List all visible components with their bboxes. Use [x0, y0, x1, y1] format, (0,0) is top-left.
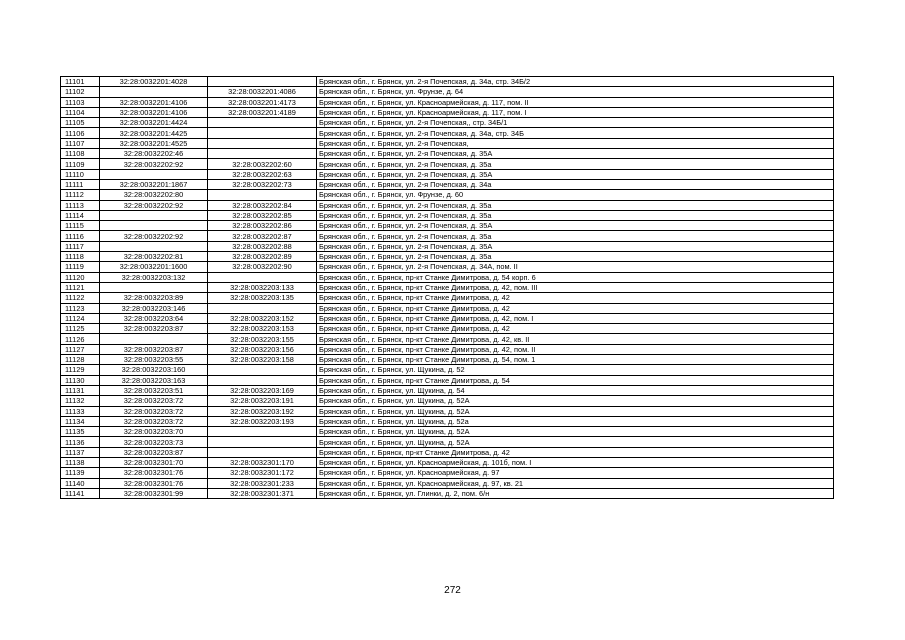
address-cell: Брянская обл., г. Брянск, ул. 2-я Почепская, д. 34а: [317, 179, 834, 189]
row-number-cell: 11104: [61, 107, 100, 117]
parent-cadastral-number-cell: 32:28:0032201:4106: [100, 107, 208, 117]
parent-cadastral-number-cell: 32:28:0032201:4525: [100, 138, 208, 148]
parent-cadastral-number-cell: 32:28:0032301:76: [100, 478, 208, 488]
row-number-cell: 11118: [61, 252, 100, 262]
row-number-cell: 11139: [61, 468, 100, 478]
address-cell: Брянская обл., г. Брянск, ул. 2-я Почепская, д. 35а: [317, 210, 834, 220]
address-cell: Брянская обл., г. Брянск, ул. Щукина, д. 52А: [317, 427, 834, 437]
cadastral-number-cell: 32:28:0032203:133: [208, 282, 317, 292]
table-row: [61, 169, 834, 179]
table-row: [61, 107, 834, 117]
table-row: [61, 355, 834, 365]
cadastral-number-cell: 32:28:0032203:155: [208, 334, 317, 344]
parent-cadastral-number-cell: 32:28:0032203:89: [100, 293, 208, 303]
parent-cadastral-number-cell: 32:28:0032202:46: [100, 149, 208, 159]
parent-cadastral-number-cell: 32:28:0032202:92: [100, 159, 208, 169]
parent-cadastral-number-cell: 32:28:0032201:4424: [100, 118, 208, 128]
cadastral-number-cell: 32:28:0032203:153: [208, 324, 317, 334]
address-cell: Брянская обл., г. Брянск, ул. Глинки, д. 2, пом. 6/н: [317, 488, 834, 498]
row-number-cell: 11127: [61, 344, 100, 354]
table-row: [61, 97, 834, 107]
parent-cadastral-number-cell: 32:28:0032203:55: [100, 355, 208, 365]
address-cell: Брянская обл., г. Брянск, ул. 2-я Почепская, д. 35а: [317, 231, 834, 241]
row-number-cell: 11133: [61, 406, 100, 416]
table-row: [61, 457, 834, 467]
parent-cadastral-number-cell: 32:28:0032203:160: [100, 365, 208, 375]
cadastral-number-cell: 32:28:0032203:135: [208, 293, 317, 303]
cadastral-number-cell: 32:28:0032202:73: [208, 179, 317, 189]
address-cell: Брянская обл., г. Брянск, ул. Красноармейская, д. 117, пом. I: [317, 107, 834, 117]
row-number-cell: 11103: [61, 97, 100, 107]
row-number-cell: 11132: [61, 396, 100, 406]
parent-cadastral-number-cell: [100, 87, 208, 97]
cadastral-number-cell: 32:28:0032203:158: [208, 355, 317, 365]
parent-cadastral-number-cell: 32:28:0032203:87: [100, 344, 208, 354]
address-cell: Брянская обл., г. Брянск, ул. Красноармейская, д. 97, кв. 21: [317, 478, 834, 488]
row-number-cell: 11105: [61, 118, 100, 128]
parent-cadastral-number-cell: 32:28:0032201:1867: [100, 179, 208, 189]
table-row: [61, 252, 834, 262]
table-row: [61, 138, 834, 148]
table-row: [61, 303, 834, 313]
cadastral-number-cell: 32:28:0032202:85: [208, 210, 317, 220]
address-cell: Брянская обл., г. Брянск, пр-кт Станке Димитрова, д. 54: [317, 375, 834, 385]
address-cell: Брянская обл., г. Брянск, ул. Щукина, д. 52А: [317, 437, 834, 447]
table-row: [61, 149, 834, 159]
row-number-cell: 11108: [61, 149, 100, 159]
address-cell: Брянская обл., г. Брянск, ул. Щукина, д. 52: [317, 365, 834, 375]
address-cell: Брянская обл., г. Брянск, ул. 2-я Почепская, д. 35А: [317, 169, 834, 179]
table-row: [61, 468, 834, 478]
cadastral-number-cell: [208, 272, 317, 282]
address-cell: Брянская обл., г. Брянск, ул. 2-я Почепская, д. 35а: [317, 252, 834, 262]
parent-cadastral-number-cell: [100, 282, 208, 292]
table-row: [61, 221, 834, 231]
cadastral-number-cell: [208, 375, 317, 385]
address-cell: Брянская обл., г. Брянск, ул. Красноармейская, д. 117, пом. II: [317, 97, 834, 107]
table-row: [61, 190, 834, 200]
row-number-cell: 11122: [61, 293, 100, 303]
row-number-cell: 11107: [61, 138, 100, 148]
row-number-cell: 11138: [61, 457, 100, 467]
row-number-cell: 11140: [61, 478, 100, 488]
address-cell: Брянская обл., г. Брянск, ул. 2-я Почепская,: [317, 138, 834, 148]
parent-cadastral-number-cell: 32:28:0032203:64: [100, 313, 208, 323]
address-cell: Брянская обл., г. Брянск, пр-кт Станке Димитрова, д. 42, кв. II: [317, 334, 834, 344]
row-number-cell: 11134: [61, 416, 100, 426]
address-cell: Брянская обл., г. Брянск, пр-кт Станке Димитрова, д. 42, пом. I: [317, 313, 834, 323]
parent-cadastral-number-cell: 32:28:0032203:72: [100, 396, 208, 406]
address-cell: Брянская обл., г. Брянск, пр-кт Станке Димитрова, д. 54, пом. 1: [317, 355, 834, 365]
row-number-cell: 11112: [61, 190, 100, 200]
parent-cadastral-number-cell: 32:28:0032201:4106: [100, 97, 208, 107]
cadastral-number-cell: 32:28:0032202:88: [208, 241, 317, 251]
row-number-cell: 11128: [61, 355, 100, 365]
cadastral-number-cell: 32:28:0032203:156: [208, 344, 317, 354]
cadastral-number-cell: 32:28:0032203:191: [208, 396, 317, 406]
parent-cadastral-number-cell: 32:28:0032201:4028: [100, 77, 208, 87]
row-number-cell: 11110: [61, 169, 100, 179]
row-number-cell: 11129: [61, 365, 100, 375]
table-row: [61, 313, 834, 323]
address-cell: Брянская обл., г. Брянск, ул. 2-я Почепская, д. 35а: [317, 200, 834, 210]
parent-cadastral-number-cell: 32:28:0032203:132: [100, 272, 208, 282]
parent-cadastral-number-cell: 32:28:0032301:70: [100, 457, 208, 467]
cadastral-number-cell: [208, 447, 317, 457]
table-row: [61, 478, 834, 488]
table-row: [61, 447, 834, 457]
cadastral-number-cell: 32:28:0032203:192: [208, 406, 317, 416]
parent-cadastral-number-cell: 32:28:0032202:92: [100, 231, 208, 241]
address-cell: Брянская обл., г. Брянск, ул. 2-я Почепская,, стр. 34Б/1: [317, 118, 834, 128]
address-cell: Брянская обл., г. Брянск, ул. 2-я Почепская, д. 34а, стр. 34Б: [317, 128, 834, 138]
cadastral-number-cell: 32:28:0032202:63: [208, 169, 317, 179]
parent-cadastral-number-cell: [100, 169, 208, 179]
cadastral-number-cell: [208, 128, 317, 138]
address-cell: Брянская обл., г. Брянск, ул. 2-я Почепская, д. 35А: [317, 149, 834, 159]
address-cell: Брянская обл., г. Брянск, пр-кт Станке Димитрова, д. 42: [317, 324, 834, 334]
table-row: [61, 179, 834, 189]
address-cell: Брянская обл., г. Брянск, ул. 2-я Почепская, д. 35А: [317, 221, 834, 231]
parent-cadastral-number-cell: [100, 221, 208, 231]
cadastral-number-cell: 32:28:0032301:233: [208, 478, 317, 488]
address-cell: Брянская обл., г. Брянск, ул. Щукина, д. 52а: [317, 416, 834, 426]
parent-cadastral-number-cell: 32:28:0032202:92: [100, 200, 208, 210]
parent-cadastral-number-cell: 32:28:0032201:4425: [100, 128, 208, 138]
row-number-cell: 11115: [61, 221, 100, 231]
cadastral-number-cell: 32:28:0032201:4173: [208, 97, 317, 107]
parent-cadastral-number-cell: 32:28:0032301:76: [100, 468, 208, 478]
address-cell: Брянская обл., г. Брянск, ул. Красноармейская, д. 101б, пом. I: [317, 457, 834, 467]
row-number-cell: 11141: [61, 488, 100, 498]
table-row: [61, 282, 834, 292]
table-row: [61, 488, 834, 498]
parent-cadastral-number-cell: 32:28:0032203:51: [100, 385, 208, 395]
parent-cadastral-number-cell: 32:28:0032203:146: [100, 303, 208, 313]
row-number-cell: 11124: [61, 313, 100, 323]
row-number-cell: 11116: [61, 231, 100, 241]
parent-cadastral-number-cell: 32:28:0032301:99: [100, 488, 208, 498]
row-number-cell: 11135: [61, 427, 100, 437]
parent-cadastral-number-cell: [100, 241, 208, 251]
cadastral-number-cell: 32:28:0032202:90: [208, 262, 317, 272]
row-number-cell: 11130: [61, 375, 100, 385]
cadastral-number-cell: 32:28:0032203:193: [208, 416, 317, 426]
table-row: [61, 375, 834, 385]
table-row: [61, 77, 834, 87]
table-row: [61, 128, 834, 138]
address-cell: Брянская обл., г. Брянск, ул. Щукина, д. 54: [317, 385, 834, 395]
parent-cadastral-number-cell: [100, 334, 208, 344]
table-row: [61, 437, 834, 447]
row-number-cell: 11136: [61, 437, 100, 447]
cadastral-number-cell: 32:28:0032202:86: [208, 221, 317, 231]
address-cell: Брянская обл., г. Брянск, пр-кт Станке Димитрова, д. 54 корп. 6: [317, 272, 834, 282]
cadastral-number-cell: 32:28:0032203:169: [208, 385, 317, 395]
address-cell: Брянская обл., г. Брянск, ул. Щукина, д. 52А: [317, 406, 834, 416]
address-cell: Брянская обл., г. Брянск, пр-кт Станке Димитрова, д. 42, пом. III: [317, 282, 834, 292]
cadastral-number-cell: [208, 427, 317, 437]
table-row: [61, 231, 834, 241]
address-cell: Брянская обл., г. Брянск, ул. 2-я Почепская, д. 34А, пом. II: [317, 262, 834, 272]
table-row: [61, 118, 834, 128]
table-row: [61, 385, 834, 395]
cadastral-table: [60, 76, 834, 499]
table-row: [61, 324, 834, 334]
address-cell: Брянская обл., г. Брянск, пр-кт Станке Димитрова, д. 42, пом. II: [317, 344, 834, 354]
row-number-cell: 11131: [61, 385, 100, 395]
parent-cadastral-number-cell: 32:28:0032203:72: [100, 416, 208, 426]
cadastral-number-cell: 32:28:0032301:371: [208, 488, 317, 498]
address-cell: Брянская обл., г. Брянск, ул. Фрунзе, д. 60: [317, 190, 834, 200]
address-cell: Брянская обл., г. Брянск, ул. Красноармейская, д. 97: [317, 468, 834, 478]
address-cell: Брянская обл., г. Брянск, пр-кт Станке Димитрова, д. 42: [317, 447, 834, 457]
table-row: [61, 344, 834, 354]
table-row: [61, 241, 834, 251]
table-row: [61, 396, 834, 406]
row-number-cell: 11111: [61, 179, 100, 189]
cadastral-number-cell: [208, 437, 317, 447]
row-number-cell: 11121: [61, 282, 100, 292]
cadastral-number-cell: 32:28:0032202:87: [208, 231, 317, 241]
table-row: [61, 416, 834, 426]
table-row: [61, 406, 834, 416]
cadastral-number-cell: 32:28:0032203:152: [208, 313, 317, 323]
row-number-cell: 11109: [61, 159, 100, 169]
row-number-cell: 11101: [61, 77, 100, 87]
cadastral-number-cell: 32:28:0032301:172: [208, 468, 317, 478]
row-number-cell: 11102: [61, 87, 100, 97]
table-row: [61, 200, 834, 210]
parent-cadastral-number-cell: 32:28:0032203:73: [100, 437, 208, 447]
parent-cadastral-number-cell: 32:28:0032201:1600: [100, 262, 208, 272]
table-row: [61, 272, 834, 282]
row-number-cell: 11120: [61, 272, 100, 282]
cadastral-number-cell: [208, 77, 317, 87]
table-row: [61, 262, 834, 272]
parent-cadastral-number-cell: 32:28:0032203:87: [100, 324, 208, 334]
cadastral-number-cell: [208, 118, 317, 128]
table-row: [61, 334, 834, 344]
cadastral-number-cell: [208, 365, 317, 375]
row-number-cell: 11137: [61, 447, 100, 457]
address-cell: Брянская обл., г. Брянск, ул. Фрунзе, д. 64: [317, 87, 834, 97]
parent-cadastral-number-cell: [100, 210, 208, 220]
table-row: [61, 159, 834, 169]
cadastral-number-cell: [208, 138, 317, 148]
parent-cadastral-number-cell: 32:28:0032202:81: [100, 252, 208, 262]
address-cell: Брянская обл., г. Брянск, ул. 2-я Почепская, д. 35А: [317, 241, 834, 251]
address-cell: Брянская обл., г. Брянск, ул. 2-я Почепская, д. 34а, стр. 34Б/2: [317, 77, 834, 87]
cadastral-number-cell: 32:28:0032202:89: [208, 252, 317, 262]
address-cell: Брянская обл., г. Брянск, пр-кт Станке Димитрова, д. 42: [317, 303, 834, 313]
cadastral-number-cell: [208, 303, 317, 313]
cadastral-number-cell: [208, 190, 317, 200]
row-number-cell: 11126: [61, 334, 100, 344]
table-row: [61, 365, 834, 375]
table-row: [61, 87, 834, 97]
parent-cadastral-number-cell: 32:28:0032203:72: [100, 406, 208, 416]
row-number-cell: 11125: [61, 324, 100, 334]
row-number-cell: 11117: [61, 241, 100, 251]
parent-cadastral-number-cell: 32:28:0032203:163: [100, 375, 208, 385]
cadastral-number-cell: 32:28:0032201:4086: [208, 87, 317, 97]
page-number: 272: [444, 585, 461, 596]
address-cell: Брянская обл., г. Брянск, пр-кт Станке Димитрова, д. 42: [317, 293, 834, 303]
row-number-cell: 11114: [61, 210, 100, 220]
cadastral-number-cell: 32:28:0032301:170: [208, 457, 317, 467]
table-row: [61, 210, 834, 220]
address-cell: Брянская обл., г. Брянск, ул. Щукина, д. 52А: [317, 396, 834, 406]
table-row: [61, 427, 834, 437]
address-cell: Брянская обл., г. Брянск, ул. 2-я Почепская, д. 35а: [317, 159, 834, 169]
cadastral-number-cell: 32:28:0032201:4189: [208, 107, 317, 117]
cadastral-number-cell: [208, 149, 317, 159]
cadastral-number-cell: 32:28:0032202:60: [208, 159, 317, 169]
table-row: [61, 293, 834, 303]
row-number-cell: 11113: [61, 200, 100, 210]
table-body: [61, 77, 834, 499]
row-number-cell: 11106: [61, 128, 100, 138]
parent-cadastral-number-cell: 32:28:0032203:87: [100, 447, 208, 457]
cadastral-number-cell: 32:28:0032202:84: [208, 200, 317, 210]
row-number-cell: 11119: [61, 262, 100, 272]
row-number-cell: 11123: [61, 303, 100, 313]
parent-cadastral-number-cell: 32:28:0032203:70: [100, 427, 208, 437]
parent-cadastral-number-cell: 32:28:0032202:80: [100, 190, 208, 200]
